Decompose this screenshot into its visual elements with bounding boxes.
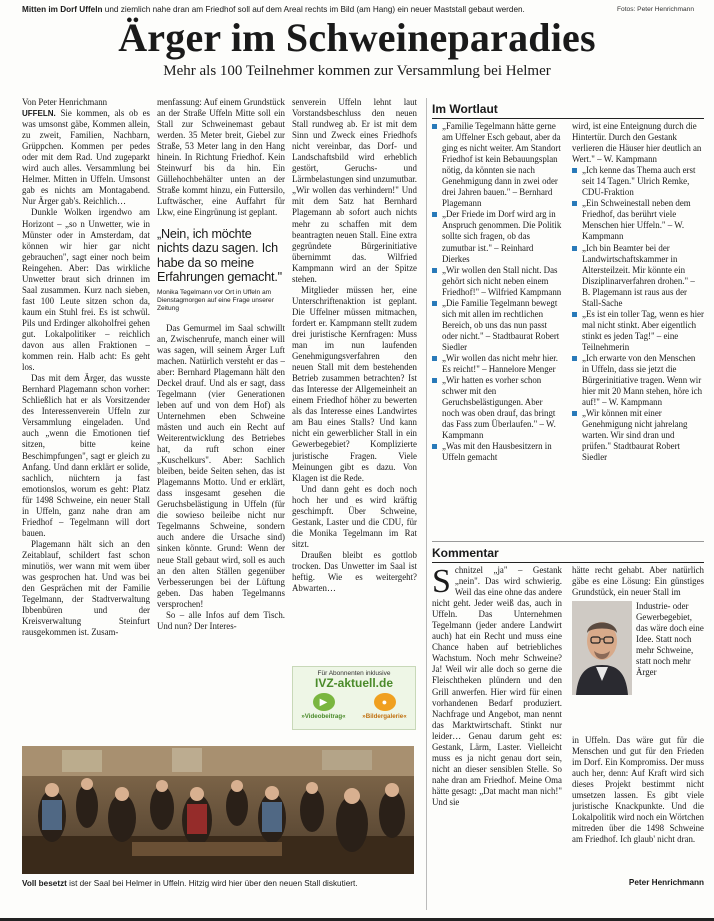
quote-item: „Die Familie Tegelmann bewegt sich mit allen im rechtlichen Bereich, ob uns das nun passt oder nicht." – Stadtbaurat Robert Siedler (432, 298, 562, 353)
article-paragraph: Dunkle Wolken irgendwo am Horizont – „so n Unwetter, wie in Münster oder in Amsterdam, dat können wir hier gar nicht gebrauchen", sagt einer noch beim Reingehen. Aber: Das wirkliche Unwetter braut sich drinnen im Saal zusammen. Kurz nach sieben, fast 100 Leute sitzen schon da, kaum ein Stuhl frei. Es ist schwül. Pils und Erdinger alkoholfrei gehen gut. Lokalpolitiker – reichlich davon aus allen Fraktionen – kommen rein. Halb acht: Es geht los. (22, 207, 150, 373)
article-paragraph: Mitglieder müssen her, eine Unterschriftenaktion ist geplant. Die Uffelner müssen mitmachen, fordert er. Kampmann stellt zudem drei juristische Kernfragen: Muss man im nun laufenden Genehmigungsverfahren den neuen Stall mit dem bestehenden Betrieb zusammen betrachten? Ist das Interesse der Allgemeinheit an einem Friedhof höher zu bewerten als das Interesse eines Landwirtes am Bau eines Stalls? Und kann nicht ein gewerblicher Stall in ein Gewerbegebiet? Komplizierte juristische Fragen. Viele Meinungen gibt es dazu. Von Klagen ist die Rede. (292, 284, 417, 483)
photo-caption-bold: Voll besetzt (22, 879, 67, 888)
kommentar-right-top: hätte recht gehabt. Aber natürlich gäbe es eine Lösung: Ein günstiges Grundstück, ein neuer Stall im (572, 565, 704, 598)
promo-box[interactable] (292, 666, 416, 730)
article-column-3 (292, 97, 417, 659)
article-column-1 (22, 97, 150, 745)
quote-item: „Es ist ein toller Tag, wenn es hier mal nicht stinkt. Aber eigentlich stinkt es jeden Tag!" – eine Teilnehmerin (572, 309, 704, 353)
photo-caption-text: ist der Saal bei Helmer in Uffeln. Hitzig wird hier über den neuen Stall diskutiert. (66, 879, 358, 888)
gallery-link[interactable]: »Bildergalerie« (362, 713, 407, 720)
video-icon[interactable]: ▶ (313, 693, 335, 711)
quote-item: „Wir wollen den Stall nicht. Das gehört sich nicht neben einem Friedhof!" – Wilfried Kampmann (432, 265, 562, 298)
wortlaut-right-column (572, 121, 704, 539)
byline: Von Peter Henrichmann (22, 97, 108, 107)
quote-continuation: wird, ist eine Enteignung durch die Hintertür. Durch den Gestank verlieren die Häuser hier deutlich an Wert." – W. Kampmann (572, 121, 702, 165)
quote-item: „Ein Schweinestall neben dem Friedhof, das berührt viele Menschen hier Uffeln." – W. Kampmann (572, 198, 704, 242)
wortlaut-heading: Im Wortlaut (432, 102, 704, 119)
photo-credit: Fotos: Peter Henrichmann (617, 6, 694, 13)
article-paragraph: So – alle Infos auf dem Tisch. Und nun? Der Interes- (157, 609, 285, 631)
author-portrait-illustration (572, 601, 632, 695)
pull-quote (157, 227, 285, 313)
quote-item: „Wir wollen das nicht mehr hier. Es reicht!" – Hannelore Menger (432, 353, 562, 375)
wortlaut-left-column (432, 121, 562, 539)
kommentar-left-column: Schnitzel „ja" – Gestank „nein". Das wird schwierig. Weil das eine ohne das andere nicht geht. Jeder weiß das, auch in Uffeln. Das Unternehmen Tegelmann (jeder andere Landwirt auch) hat ein Recht und muss eine Chance haben auf betriebliches Wachstum. Noch mehr Schweine? Ja! Weil wir alle doch so gerne die Fleischtheken plündern und den Grill anwerfen. Hier wird für einen vorhandenen Bedarf produziert. Nachfrage und Angebot, man nennt das Marktwirtschaft. Stinkt nur leider… Genau darum geht es: Gestank, Lärm, Laster. Vielleicht muss es ja nicht genau dort sein, nicht an dieser sensiblen Stelle. So nahe dran am Friedhof. Meine Oma hätte gesagt: „Dat macht man nich!" Und sie (432, 565, 562, 807)
article-paragraph: Draußen bleibt es gottlob trocken. Das Unwetter im Saal ist heftig. Wie es weitergeht? Abwarten… (292, 549, 417, 594)
meeting-photo-illustration (22, 746, 414, 874)
subheadline: Mehr als 100 Teilnehmer kommen zur Versammlung bei Helmer (163, 63, 551, 79)
kommentar-heading: Kommentar (432, 546, 704, 563)
article-paragraph: Das mit dem Ärger, das wusste Bernhard Plagemann schon vorher: Schließlich hat er als Vorsitzender des Interessenverein Uffeln zur Versammlung eingeladen. Und auch „wenn die Emotionen tief sitzen, bitte keine Beschimpfungen", sagt er gleich zu Anfang. Und dann erklärt er solide, sachlich, nüchtern ja fast emotionslos, worum es geht: Platz für 1498 Schweine, ein neuer Stall in Uffeln, ganz nahe dran am Friedhof – Tegelmann will dort bauen. (22, 373, 150, 538)
pull-quote-text: „Nein, ich möchte nichts dazu sagen. Ich habe da so meine Erfahrungen gemacht." (157, 226, 282, 285)
quote-item: „Ich kenne das Thema auch erst seit 14 Tagen." Ulrich Remke, CDU-Fraktion (572, 165, 704, 198)
dateline: UFFELN. (22, 109, 56, 119)
video-link[interactable]: »Videobeitrag« (301, 713, 346, 720)
quote-item: „Familie Tegelmann hätte gerne am Uffelner Esch gebaut, aber da ging es nicht weiter. Am Standort Friedhof ist kein Bebauungsplan nötig, da könnten sie nach Genehmigung dann in zwei oder drei Jahren bauen." – Bernhard Plagemann (432, 121, 562, 209)
kommentar-right-beside: Industrie- oder Gewerbegebiet, das wäre doch eine Idee. Statt noch mehr Schweine, statt noch mehr Ärger (636, 601, 704, 678)
quote-item: „Ich bin Beamter bei der Landwirtschaftskammer in Altersteilzeit. Mir könnte ein Disziplinarverfahren drohen." – B. Plagemann ist raus aus der Stall-Sache (572, 243, 704, 309)
article-paragraph: senverein Uffeln lehnt laut Vorstandsbeschluss den neuen Stall rundweg ab. Er ist mit dem Sinn und Zweck eines Friedhofs nicht vereinbar, das Dorf- und Landschaftsbild wird erheblich gestört, Geruchs- und Lärmbelastungen sind unzumutbar. „Wir wollen das verhindern!" Und mit dem Satz hat Bernhard Plagemann ab sofort auch nichts mehr zu schaffen mit dem beantragten neuen Stall. Eine extra gegründete Bürgerinitiative übernimmt das. Wilfried Kampmann wird an der Spitze stehen. (292, 97, 417, 284)
pull-quote-source: Monika Tegelmann vor Ort in Uffeln am Dienstagmorgen auf eine Frage unserer Zeitung (157, 288, 274, 312)
article-paragraph: Das Gemurmel im Saal schwillt an, Zwischenrufe, manch einer will was sagen, will seinem Ärger Luft machen. Natürlich versteht er das – aber: Bernhard Plagemann hält den Deckel drauf. Und als er sagt, dass Tegelmann (vier Generationen leben auf und von dem Hof) als Unternehmen eben Schweine mästen und auch ein Recht auf Weiterentwicklung des Betriebes hat, da ruft schon einer „Kuschelkurs". Aber: Sachlich bleiben, beide Seiten sehen, das ist Plagemanns Motto. Und er erklärt, dass insgesamt gesehen die Geruchsbelästigung in Uffeln (für die sowieso beileibe nicht nur Tegelmanns Schweine, sondern auch andere die Ursache sind) sinken könnte. Grund: Wenn der neue Stall gebaut wird, soll es auch an den alten Ställen gegenüber Verbesserungen bei der Lüftung geben. Das haben Tegelmanns versprochen! (157, 322, 285, 609)
kommentar-right-bottom: in Uffeln. Das wäre gut für die Menschen und gut für den Frieden im Dorf. Ein Kompromiss. Der muss auch her, denn: Auf Kraft wird sich dieses Projekt bestimmt nicht umsetzen lassen. Es gibt viele juristische Knackpunkte. Und die Lokalpolitik wird noch ein Wörtchen mitreden über die 1498 Schweine am Friedhof. Ich glaub' nicht dran. (572, 735, 704, 845)
author-portrait (572, 601, 632, 695)
article-paragraph: menfassung: Auf einem Grundstück an der Straße Uffeln Mitte soll ein Stall zur Schweinemast gebaut werden. 35 Meter breit, Giebel zur Straße, 53 Meter lang in den Hang hinein. In Richtung Friedhof. Kein Steinwurf bis da hin. Ein Güllehochbehälter unten an der Straße kommt hinzu, ein Futtersilo, Luftwäscher, eine Auffahrt für Lkw, eine Eingrünung ist geplant. (157, 97, 285, 218)
author-signature: Peter Henrichmann (628, 878, 704, 887)
quote-item: „Wir hatten es vorher schon schwer mit den Geruchsbelästigungen. Aber noch was oben drauf, das bringt das Fass zum Überlaufen." – W. Kampmann (432, 375, 562, 441)
photo-caption-top-bold: Mitten im Dorf Uffeln (22, 5, 103, 14)
camera-icon[interactable]: ● (374, 693, 396, 711)
article-paragraph: Und dann geht es doch noch hoch her und es wird kräftig geschimpft. Über Schweine, Gestank, Laster und die CDU, für die Monika Tegelmann im Rat sitzt. (292, 483, 417, 549)
column-rule (426, 98, 427, 910)
meeting-photo (22, 746, 414, 874)
quote-item: „Wir können mit einer Genehmigung nicht jahrelang warten. Wir sind dran und prüfen." Stadtbaurat Robert Siedler (572, 408, 704, 463)
drop-cap: S (432, 565, 451, 600)
article-column-2 (157, 97, 285, 745)
article-paragraph: Plagemann hält sich an den Zeitablauf, schildert fast schon minutiös, wer wann mit wem über was gesprochen hat. Und was bei den Gesprächen mit der Familie Tegelmann, der Stadtverwaltung Ibbenbüren und der Kreisverwaltung Steinfurt rausgekommen ist. Zusam- (22, 538, 150, 638)
box-rule (432, 541, 704, 542)
promo-brand[interactable]: IVZ-aktuell.de (314, 676, 394, 690)
article-paragraph: UFFELN. Sie kommen, als ob es was umsonst gäbe, Kommen allein, zu zweit, Familien, Nachbarn, Grüppchen. Kommen per pedes oder mit dem Rad. Und zugeparkt wird auch alles. Versammlung bei Helmer. Mitten in Uffeln. Umsonst gab es nichts am Montagabend. Nur Ärger gab's. Reichlich… (22, 108, 150, 207)
quote-item: „Der Friede im Dorf wird arg in Anspruch genommen. Die Politik sollte sich fragen, ob das zumutbar ist." – Reinhard Dierkes (432, 209, 562, 264)
headline: Ärger im Schweineparadies (118, 15, 596, 60)
quote-item: „Ich erwarte von den Menschen in Uffeln, dass sie jetzt die Bürgerinitiative tragen. Wenn wir hier mit 20 Mann stehen, höre ich auf!" – W. Kampmann (572, 353, 704, 408)
photo-caption (22, 878, 422, 889)
photo-caption-top-text: und ziemlich nahe dran am Friedhof soll auf dem Areal rechts im Bild (am Hang) ein neuer Maststall gebaut werden. (102, 5, 525, 14)
quote-item: „Was mit den Hausbesitzern in Uffeln gemacht (432, 441, 562, 463)
promo-note: Für Abonnenten inklusive (317, 670, 391, 677)
